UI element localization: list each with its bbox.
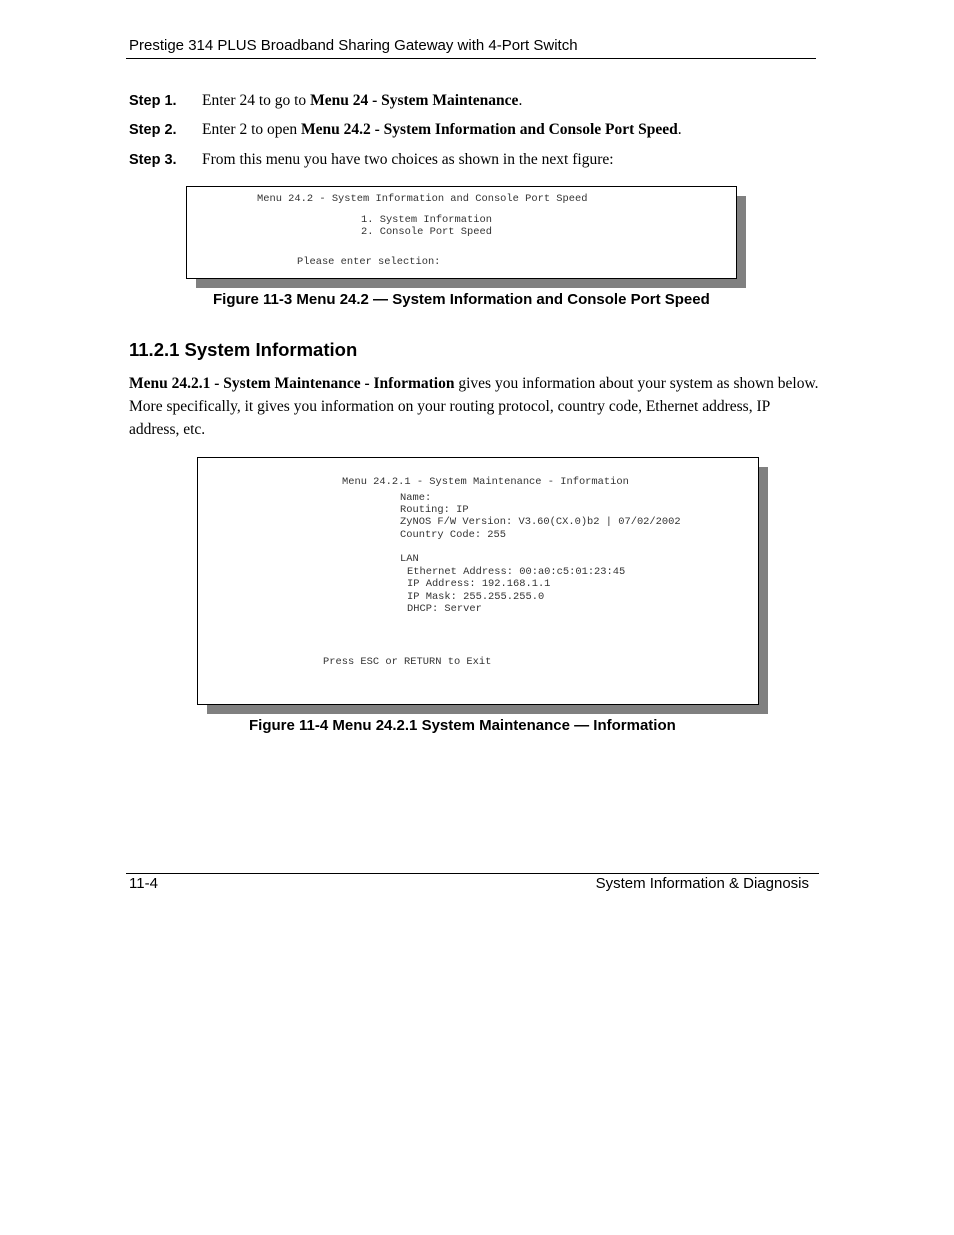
step-2-label: Step 2. [129, 122, 177, 138]
figure-2-caption: Figure 11-4 Menu 24.2.1 System Maintenance — Information [249, 717, 676, 734]
screen-2-country-code: Country Code: 255 [400, 529, 507, 541]
step-3-text: From this menu you have two choices as shown in the next figure: [202, 151, 614, 168]
screen-2-dhcp: DHCP: Server [407, 603, 482, 615]
figure-2-screen [197, 457, 759, 705]
screen-2-ethernet-address: Ethernet Address: 00:a0:c5:01:23:45 [407, 566, 626, 578]
step-1-text: Enter 24 to go to Menu 24 - System Maintenance. [202, 92, 523, 109]
footer-rule [126, 873, 819, 874]
screen-2-lan: LAN [400, 553, 419, 565]
running-header: Prestige 314 PLUS Broadband Sharing Gateway with 4-Port Switch [129, 37, 578, 54]
section-paragraph: Menu 24.2.1 - System Maintenance - Information gives you information about your system as shown below. More specifically, it gives you information on your routing protocol, country code, Ethernet address, IP address, etc. [129, 375, 819, 438]
step-3-label: Step 3. [129, 152, 177, 168]
screen-1-title: Menu 24.2 - System Information and Console Port Speed [257, 193, 588, 205]
screen-1-prompt: Please enter selection: [297, 256, 441, 268]
page-number: 11-4 [129, 875, 158, 892]
screen-2-exit-prompt: Press ESC or RETURN to Exit [323, 656, 492, 668]
screen-1-option-1: 1. System Information [361, 214, 492, 226]
screen-1-option-2: 2. Console Port Speed [361, 226, 492, 238]
step-2-text: Enter 2 to open Menu 24.2 - System Information and Console Port Speed. [202, 121, 682, 138]
figure-1-screen [186, 186, 737, 279]
screen-2-routing: Routing: IP [400, 504, 469, 516]
screen-2-title: Menu 24.2.1 - System Maintenance - Information [342, 476, 629, 488]
step-1-label: Step 1. [129, 93, 177, 109]
screen-2-name: Name: [400, 492, 432, 504]
header-rule [126, 58, 816, 59]
screen-2-firmware: ZyNOS F/W Version: V3.60(CX.0)b2 | 07/02/2002 [400, 516, 681, 528]
screen-2-ip-mask: IP Mask: 255.255.255.0 [407, 591, 545, 603]
screen-2-ip-address: IP Address: 192.168.1.1 [407, 578, 551, 590]
figure-1-caption: Figure 11-3 Menu 24.2 — System Information and Console Port Speed [213, 291, 710, 308]
chapter-title: System Information & Diagnosis [595, 875, 809, 892]
section-heading: 11.2.1 System Information [129, 339, 358, 360]
